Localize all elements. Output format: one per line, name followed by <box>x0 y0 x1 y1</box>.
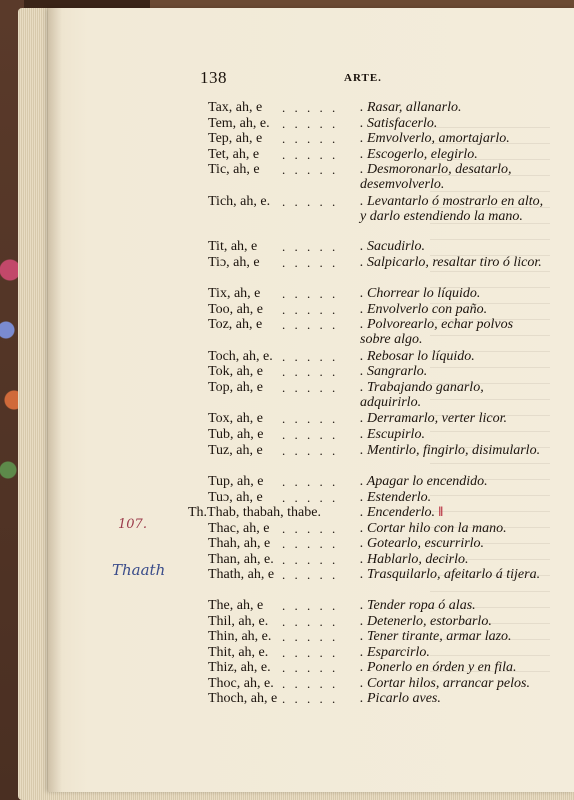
entry-headword: Thath, ah, e <box>208 567 275 582</box>
entry-leader-dots: . . . . . <box>282 474 339 489</box>
entry-headword: Tup, ah, e <box>208 474 264 489</box>
entry-headword: Tic, ah, e <box>208 162 260 177</box>
entry-leader-dots: . . . . . <box>282 490 339 505</box>
entry-headword: Thoch, ah, e <box>208 691 278 706</box>
page-number: 138 <box>200 68 227 87</box>
entry-headword: Too, ah, e <box>208 302 264 317</box>
entry-leader-dots: . . . . . <box>282 147 339 162</box>
entry-headword: Thah, ah, e <box>208 536 271 551</box>
entry-leader-dots: . . . . . <box>282 521 339 536</box>
entry-leader-dots: . . . . . <box>282 131 339 146</box>
entry-leader-dots: . . . . . <box>282 411 339 426</box>
entry-headword: Tok, ah, e <box>208 364 264 379</box>
entry-definition: . Satisfacerlo. <box>360 116 438 131</box>
entry-leader-dots: . . . . . <box>282 239 339 254</box>
entry-leader-dots: . . . . . <box>282 116 339 131</box>
entry-leader-dots: . . . . . <box>282 598 339 613</box>
entry-definition: . Levantarlo ó mostrarlo en alto, y darlo estendiendo la mano. <box>360 194 544 224</box>
entry-headword: Thit, ah, e. <box>208 645 269 660</box>
entry-definition: . Sangrarlo. <box>360 364 428 379</box>
entry-definition: . Sacudirlo. <box>360 239 425 254</box>
entry-leader-dots: . . . . . <box>282 691 339 706</box>
entry-definition: . Emvolverlo, amortajarlo. <box>360 131 510 146</box>
manuscript-mark: ‖ <box>435 505 444 520</box>
entry-leader-dots: . . . . . <box>282 162 339 177</box>
entry-definition: . Hablarlo, decirlo. <box>360 552 469 567</box>
entry-leader-dots: . . . . . <box>282 660 339 675</box>
entry-leader-dots: . . . . . <box>282 614 339 629</box>
entry-headword: Thac, ah, e <box>208 521 270 536</box>
entry-headword: Thil, ah, e. <box>208 614 269 629</box>
entry-headword: Tep, ah, e <box>208 131 263 146</box>
entry-definition: . Esparcirlo. <box>360 645 430 660</box>
entry-leader-dots: . . . . . <box>282 194 339 209</box>
entry-leader-dots: . . . . . <box>282 552 339 567</box>
entry-definition: . Gotearlo, escurrirlo. <box>360 536 485 551</box>
entry-definition: . Mentirlo, fingirlo, disimularlo. <box>360 443 541 458</box>
running-head: ARTE. <box>344 72 382 84</box>
entry-definition: . Rebosar lo líquido. <box>360 349 475 364</box>
entry-leader-dots: . . . . . <box>282 676 339 691</box>
entry-definition: . Apagar lo encendido. <box>360 474 488 489</box>
entry-headword: Tit, ah, e <box>208 239 258 254</box>
entry-headword: Top, ah, e <box>208 380 264 395</box>
entry-leader-dots: . . . . . <box>282 536 339 551</box>
entry-headword: Thoc, ah, e. <box>208 676 274 691</box>
margin-note-word: Thaath <box>112 561 166 579</box>
entry-headword: Tub, ah, e <box>208 427 264 442</box>
entry-headword: Thiz, ah, e. <box>208 660 271 675</box>
entry-definition: . Desmoronarlo, desatarlo, desemvolverlo. <box>360 162 512 192</box>
entry-definition: . Tender ropa ó alas. <box>360 598 476 613</box>
entry-headword: Tem, ah, e. <box>208 116 270 131</box>
entry-leader-dots: . . . . . <box>282 567 339 582</box>
entry-leader-dots: . . . . . <box>282 427 339 442</box>
entry-definition: . Cortar hilo con la mano. <box>360 521 507 536</box>
entry-definition: . Trasquilarlo, afeitarlo á tijera. <box>360 567 541 582</box>
entry-headword: Tiɔ, ah, e <box>208 255 260 270</box>
entry-leader-dots: . . . . . <box>282 443 339 458</box>
entry-headword: The, ah, e <box>208 598 264 613</box>
entry-headword: Tuz, ah, e <box>208 443 263 458</box>
entry-definition: . Trabajando ganarlo, adquirirlo. <box>360 380 484 410</box>
entry-definition: . Envolverlo con paño. <box>360 302 488 317</box>
entry-definition: . Chorrear lo líquido. <box>360 286 481 301</box>
entry-headword: Th.Thab, thabah, thabe. <box>188 505 321 520</box>
entry-headword: Toch, ah, e. <box>208 349 273 364</box>
entry-leader-dots: . . . . . <box>282 349 339 364</box>
entry-definition: . Ponerlo en órden y en fila. <box>360 660 517 675</box>
entry-definition: . Rasar, allanarlo. <box>360 100 462 115</box>
entry-definition: . Polvorearlo, echar polvos sobre algo. <box>360 317 514 347</box>
entry-leader-dots: . . . . . <box>282 100 339 115</box>
entry-headword: Tuɔ, ah, e <box>208 490 263 505</box>
entry-leader-dots: . . . . . <box>282 629 339 644</box>
entry-leader-dots: . . . . . <box>282 317 339 332</box>
entry-definition: . Encenderlo. ‖ <box>360 505 444 520</box>
entry-leader-dots: . . . . . <box>282 364 339 379</box>
entry-definition: . Picarlo aves. <box>360 691 441 706</box>
entry-headword: Tich, ah, e. <box>208 194 271 209</box>
entry-leader-dots: . . . . . <box>282 380 339 395</box>
entry-headword: Tax, ah, e <box>208 100 263 115</box>
entry-headword: Thin, ah, e. <box>208 629 272 644</box>
entry-leader-dots: . . . . . <box>282 302 339 317</box>
entry-definition: . Detenerlo, estorbarlo. <box>360 614 492 629</box>
entry-definition: . Salpicarlo, resaltar tiro ó licor. <box>360 255 542 270</box>
margin-note-number: 107. <box>118 517 147 532</box>
entry-headword: Tox, ah, e <box>208 411 264 426</box>
entry-definition: . Escupirlo. <box>360 427 425 442</box>
entry-headword: Toz, ah, e <box>208 317 263 332</box>
entry-leader-dots: . . . . . <box>282 255 339 270</box>
entry-definition: . Escogerlo, elegirlo. <box>360 147 478 162</box>
entry-definition: . Tener tirante, armar lazo. <box>360 629 512 644</box>
entry-definition: . Derramarlo, verter licor. <box>360 411 507 426</box>
entry-leader-dots: . . . . . <box>282 286 339 301</box>
entry-headword: Tet, ah, e <box>208 147 260 162</box>
entry-headword: Than, ah, e. <box>208 552 274 567</box>
entry-definition: . Cortar hilos, arrancar pelos. <box>360 676 530 691</box>
entry-headword: Tix, ah, e <box>208 286 261 301</box>
entry-leader-dots: . . . . . <box>282 645 339 660</box>
entry-definition: . Estenderlo. <box>360 490 432 505</box>
